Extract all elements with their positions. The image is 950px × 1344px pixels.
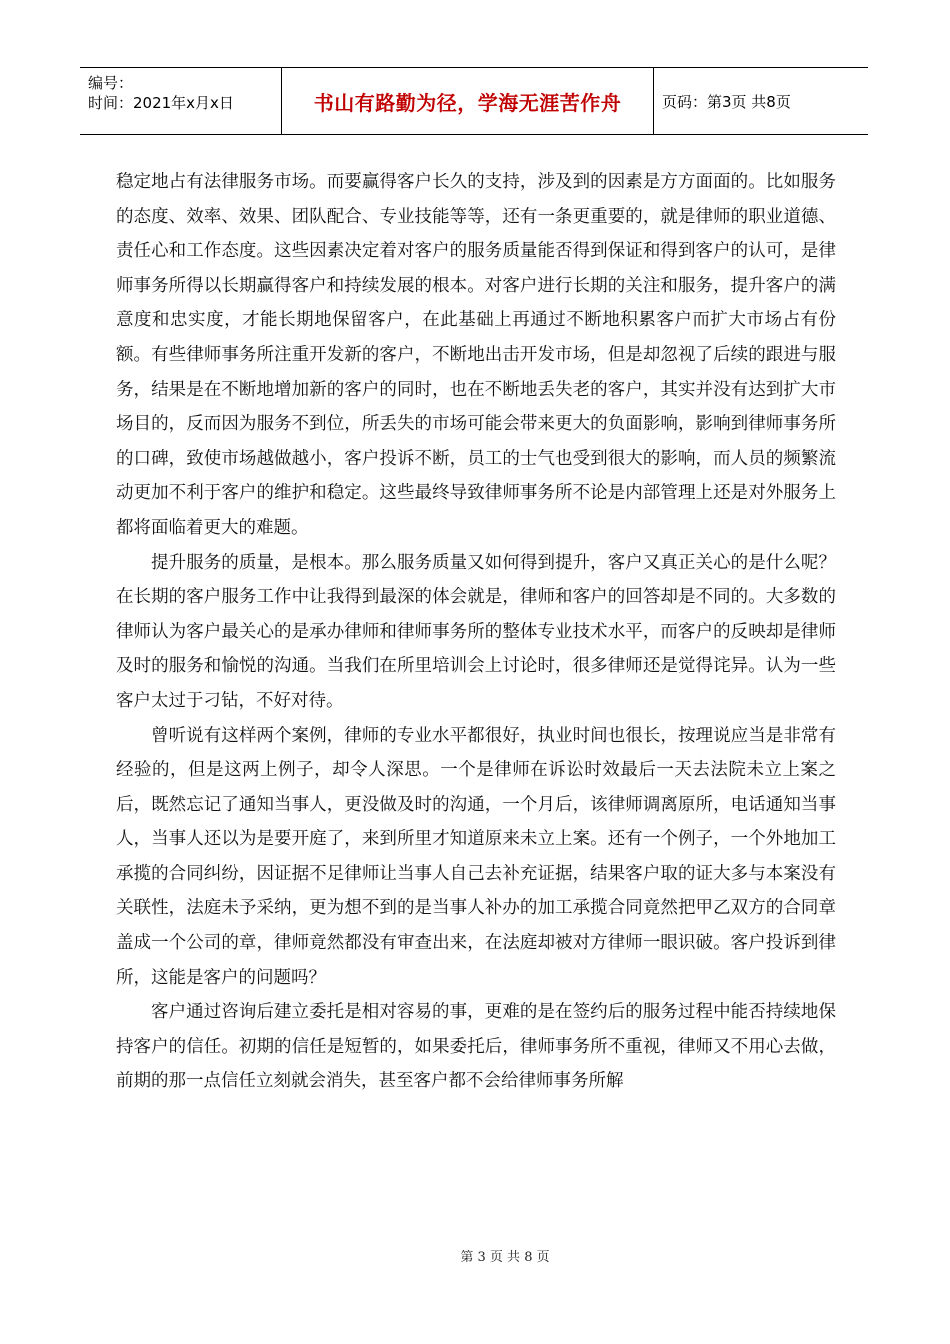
- header-page-cell: [654, 68, 868, 134]
- header-motto-cell: [282, 68, 654, 134]
- page-footer: [0, 1246, 950, 1265]
- document-date: 时间：2021年x月x日: [88, 94, 234, 112]
- document-body: [116, 165, 836, 1099]
- header-motto: 书山有路勤为径，学海无涯苦作舟: [313, 90, 622, 115]
- paragraph: 客户通过咨询后建立委托是相对容易的事，更难的是在签约后的服务过程中能否持续地保持客户的信任。初期的信任是短暂的，如果委托后，律师事务所不重视，律师又不用心去做，前期的那一点信任立刻就会消失，甚至客户都不会给律师事务所解: [116, 1002, 836, 1092]
- paragraph: 提升服务的质量，是根本。那么服务质量又如何得到提升，客户又真正关心的是什么呢？在长期的客户服务工作中让我得到最深的体会就是，律师和客户的回答却是不同的。大多数的律师认为客户最关心的是承办律师和律师事务所的整体专业技术水平，而客户的反映却是律师及时的服务和愉悦的沟通。当我们在所里培训会上讨论时，很多律师还是觉得诧异。认为一些客户太过于刁钻，不好对待。: [116, 552, 836, 711]
- header-left-cell: [80, 68, 282, 134]
- footer-page-number: 第 3 页 共 8 页: [460, 1250, 550, 1265]
- paragraph-continued: 稳定地占有法律服务市场。而要赢得客户长久的支持，涉及到的因素是方方面面的。比如服务的态度、效率、效果、团队配合、专业技能等等，还有一条更重要的，就是律师的职业道德、责任心和工作态度。这些因素决定着对客户的服务质量能否得到保证和得到客户的认可，是律师事务所得以长期赢得客户和持续发展的根本。对客户进行长期的关注和服务，提升客户的满意度和忠实度，才能长期地保留客户，在此基础上再通过不断地积累客户而扩大市场占有份额。有些律师事务所注重开发新的客户，不断地出击开发市场，但是却忽视了后续的跟进与服务，结果是在不断地增加新的客户的同时，也在不断地丢失老的客户，其实并没有达到扩大市场目的，反而因为服务不到位，所丢失的市场可能会带来更大的负面影响，影响到律师事务所的口碑，致使市场越做越小，客户投诉不断，员工的士气也受到很大的影响，而人员的频繁流动更加不利于客户的维护和稳定。这些最终导致律师事务所不论是内部管理上还是对外服务上都将面临着更大的难题。: [116, 172, 836, 538]
- paragraph: 曾听说有这样两个案例，律师的专业水平都很好，执业时间也很长，按理说应当是非常有经验的，但是这两上例子，却令人深思。一个是律师在诉讼时效最后一天去法院未立上案之后，既然忘记了通知当事人，更没做及时的沟通，一个月后，该律师调离原所，电话通知当事人，当事人还以为是要开庭了，来到所里才知道原来未立上案。还有一个例子，一个外地加工承揽的合同纠纷，因证据不足律师让当事人自己去补充证据，结果客户取的证大多与本案没有关联性，法庭未予采纳，更为想不到的是当事人补办的加工承揽合同竟然把甲乙双方的合同章盖成一个公司的章，律师竟然都没有审查出来，在法庭却被对方律师一眼识破。客户投诉到律所，这能是客户的问题吗？: [116, 725, 836, 988]
- document-number-label: 编号：: [88, 74, 134, 92]
- header-page-info: 页码：第3页 共8页: [662, 92, 791, 111]
- document-header: [80, 67, 868, 135]
